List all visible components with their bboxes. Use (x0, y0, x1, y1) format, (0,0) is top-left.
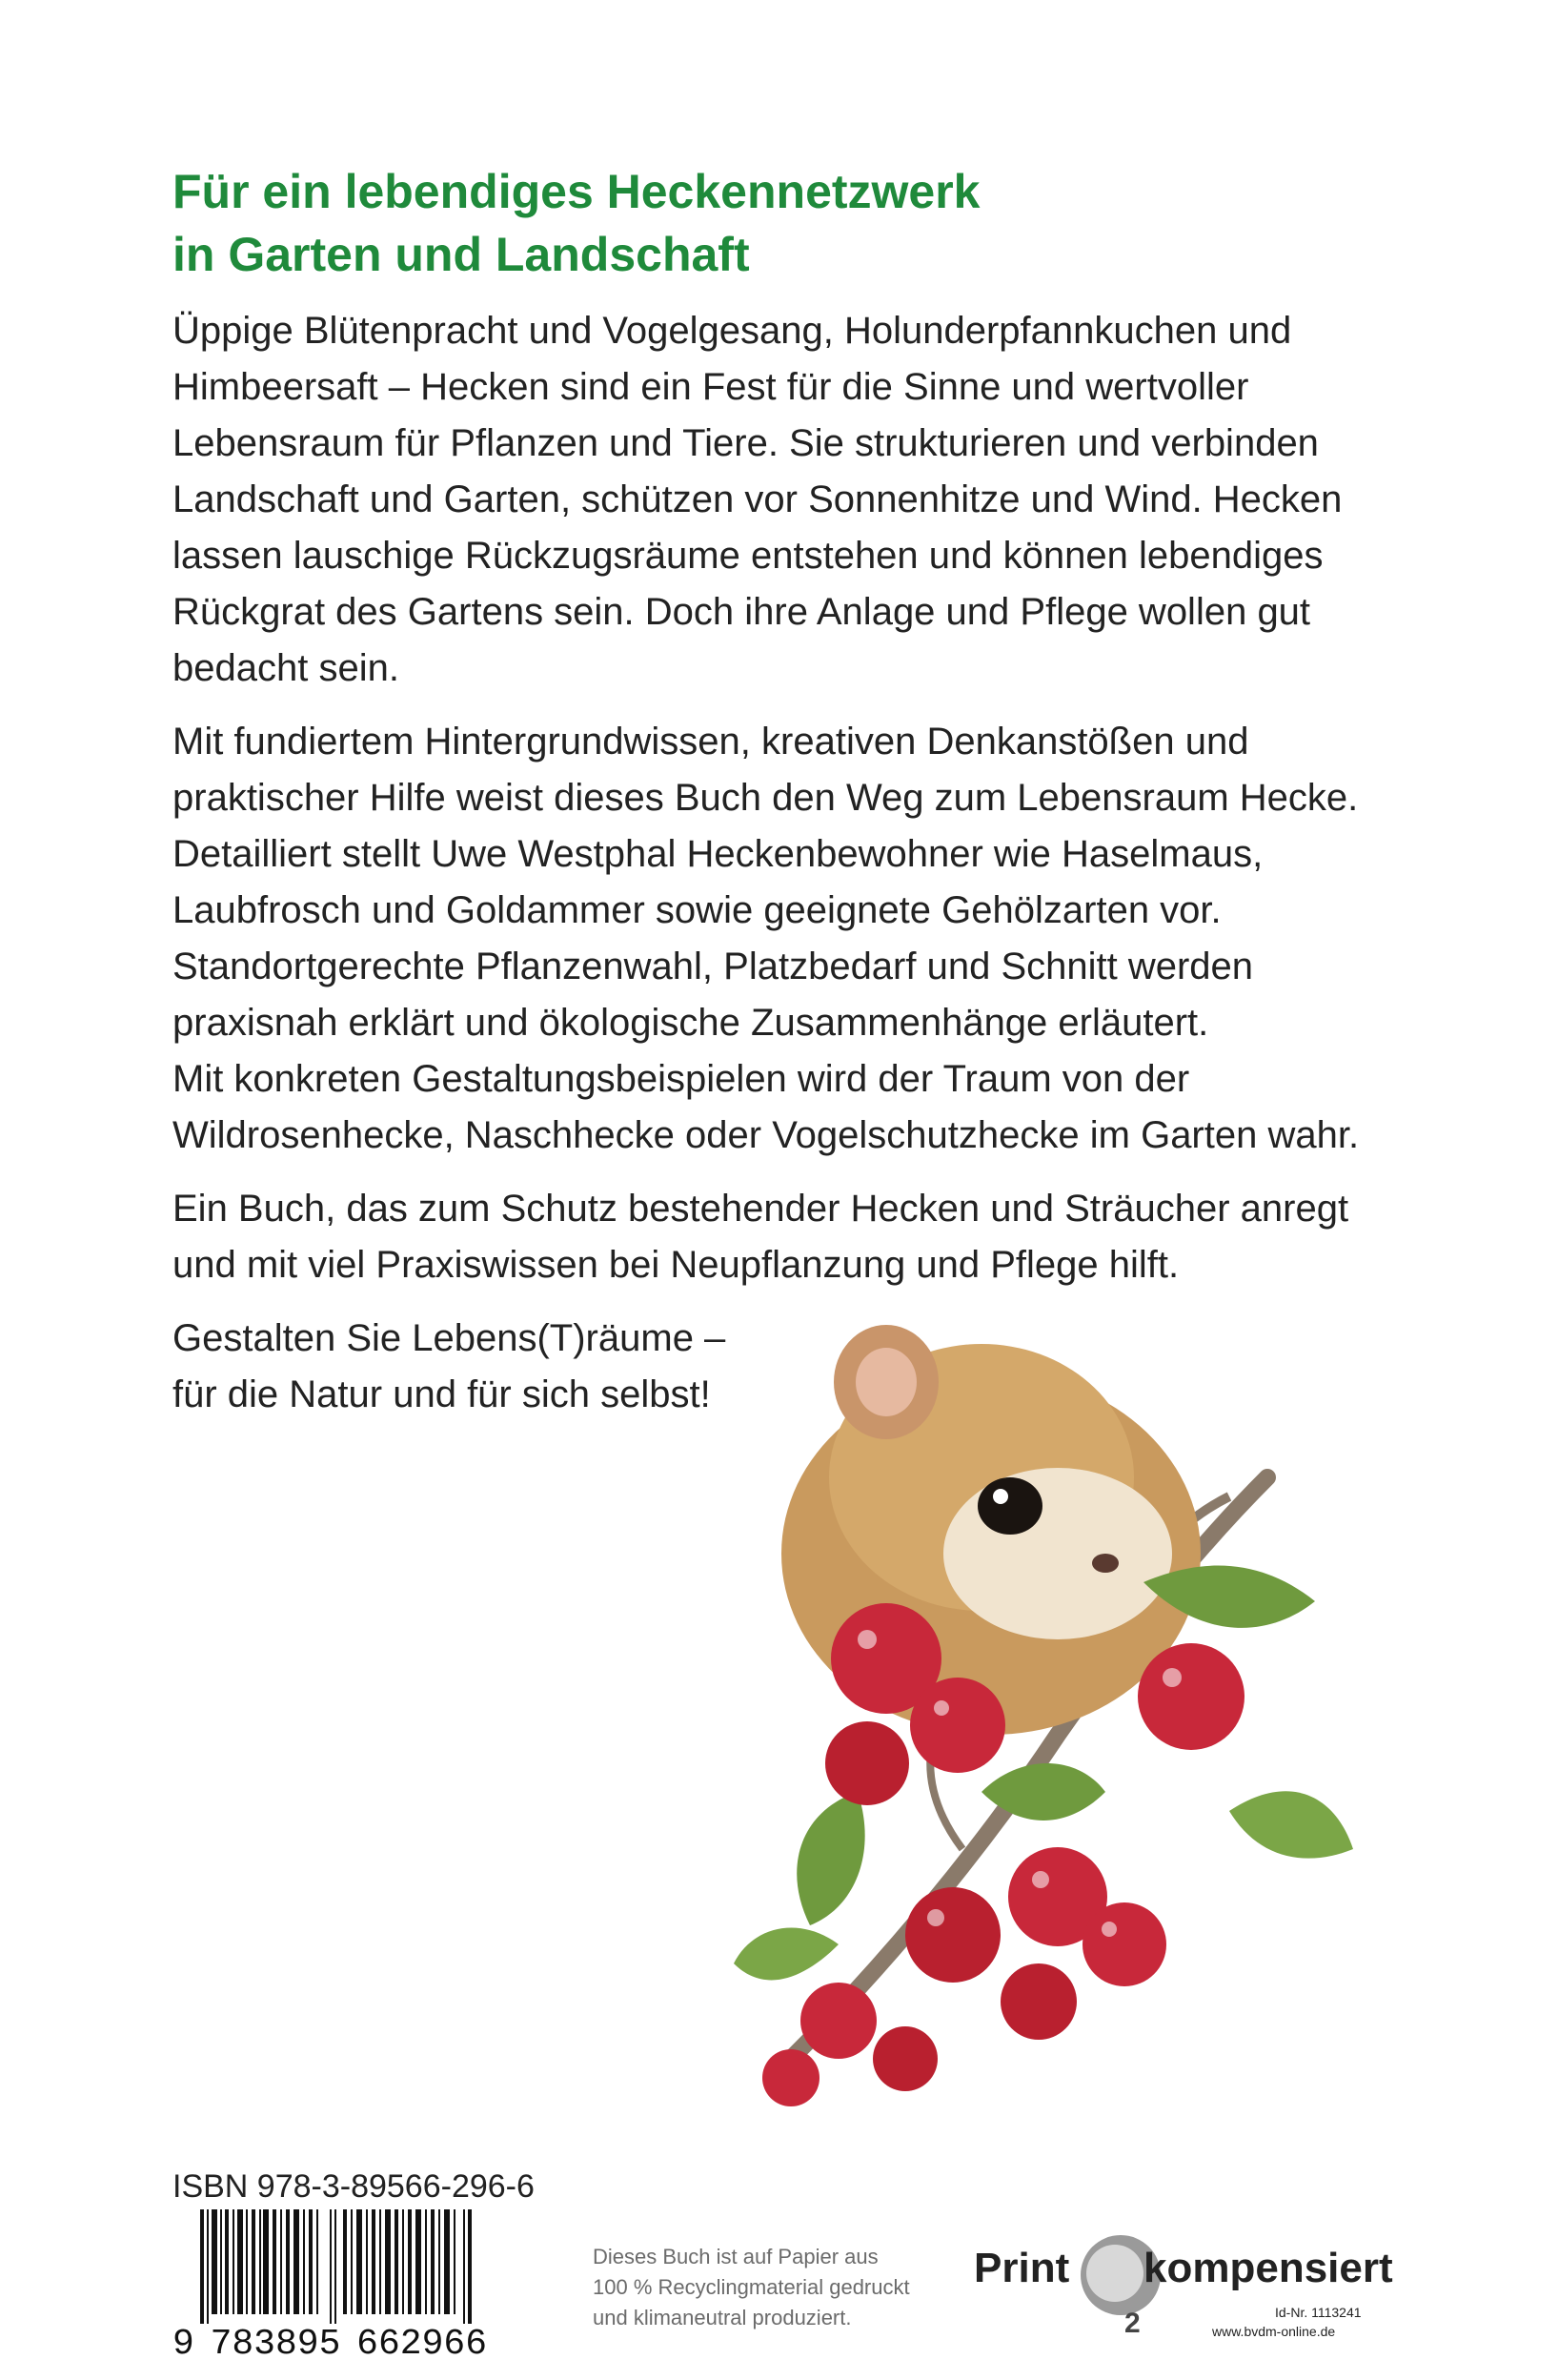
barcode-digit-group: 783895 (210, 2324, 341, 2365)
berry (1138, 1643, 1244, 1750)
leaf (797, 1792, 864, 1925)
berry (800, 1983, 877, 2059)
note-line: 100 % Recyclingmaterial gedruckt (593, 2275, 910, 2299)
text-line: für die Natur und für sich selbst! (172, 1373, 711, 1415)
text-line: Landschaft und Garten, schützen vor Sonnenhitze und Wind. Hecken (172, 478, 1343, 520)
barcode-digit-group: 662966 (356, 2324, 487, 2365)
note-line: und klimaneutral produziert. (593, 2306, 852, 2329)
text-line: Gestalten Sie Lebens(T)räume – (172, 1317, 726, 1359)
text-line: Üppige Blütenpracht und Vogelgesang, Holunderpfannkuchen und (172, 310, 1292, 352)
text-line: bedacht sein. (172, 647, 399, 689)
barcode (200, 2209, 472, 2324)
headline-line: Für ein lebendiges Heckennetzwerk (172, 165, 981, 218)
berry (1001, 1963, 1077, 2040)
barcode-digits (172, 2324, 487, 2365)
text-line: Wildrosenhecke, Naschhecke oder Vogelschutzhecke im Garten wahr. (172, 1114, 1360, 1156)
barcode-digit-group: 9 (172, 2324, 194, 2365)
text-line: Laubfrosch und Goldammer sowie geeignete Gehölzarten vor. (172, 889, 1222, 931)
berry (762, 2049, 819, 2106)
berry (1083, 1902, 1166, 1986)
text-line: Mit konkreten Gestaltungsbeispielen wird der Traum von der (172, 1058, 1190, 1100)
text-line: praxisnah erklärt und ökologische Zusammenhänge erläutert. (172, 1002, 1209, 1044)
recycling-note (593, 2242, 936, 2333)
paragraph-intro (172, 303, 1440, 697)
text-line: praktischer Hilfe weist dieses Buch den Weg zum Lebensraum Hecke. (172, 777, 1359, 819)
text-line: Ein Buch, das zum Schutz bestehender Hecken und Sträucher anregt (172, 1188, 1349, 1230)
text-line: Rückgrat des Gartens sein. Doch ihre Anlage und Pflege wollen gut (172, 591, 1311, 633)
isbn-label: ISBN 978-3-89566-296-6 (172, 2168, 535, 2205)
kompensiert-word: kompensiert (1143, 2245, 1393, 2291)
berry (873, 2026, 938, 2091)
text-line: Detailliert stellt Uwe Westphal Heckenbewohner wie Haselmaus, (172, 833, 1264, 875)
berry (905, 1887, 1001, 1983)
print-word: Print (974, 2245, 1070, 2291)
dormouse-eye (978, 1477, 1042, 1535)
text-line: Mit fundiertem Hintergrundwissen, kreativen Denkanstößen und (172, 721, 1249, 763)
bvdm-url: www.bvdm-online.de (1212, 2324, 1336, 2339)
dormouse-muzzle (943, 1468, 1172, 1639)
headline (172, 160, 1411, 286)
text-line: Standortgerechte Pflanzenwahl, Platzbedarf und Schnitt werden (172, 946, 1254, 987)
paragraph-description (172, 714, 1440, 1164)
dormouse-hawthorn-illustration (696, 1239, 1363, 2116)
berry (910, 1678, 1005, 1773)
text-line: und mit viel Praxiswissen bei Neupflanzung und Pflege hilft. (172, 1244, 1180, 1286)
leaf (1229, 1791, 1353, 1858)
svg-text:2: 2 (1124, 2308, 1141, 2339)
id-number: Id-Nr. 1113241 (1275, 2305, 1362, 2320)
note-line: Dieses Buch ist auf Papier aus (593, 2245, 879, 2268)
dormouse-nose (1092, 1554, 1119, 1573)
text-line: Lebensraum für Pflanzen und Tiere. Sie strukturieren und verbinden (172, 422, 1319, 464)
text-line: lassen lauschige Rückzugsräume entstehen und können lebendiges (172, 535, 1324, 577)
berry (825, 1721, 909, 1805)
leaf (734, 1928, 839, 1981)
headline-line: in Garten und Landschaft (172, 228, 750, 281)
text-line: Himbeersaft – Hecken sind ein Fest für die Sinne und wertvoller (172, 366, 1249, 408)
